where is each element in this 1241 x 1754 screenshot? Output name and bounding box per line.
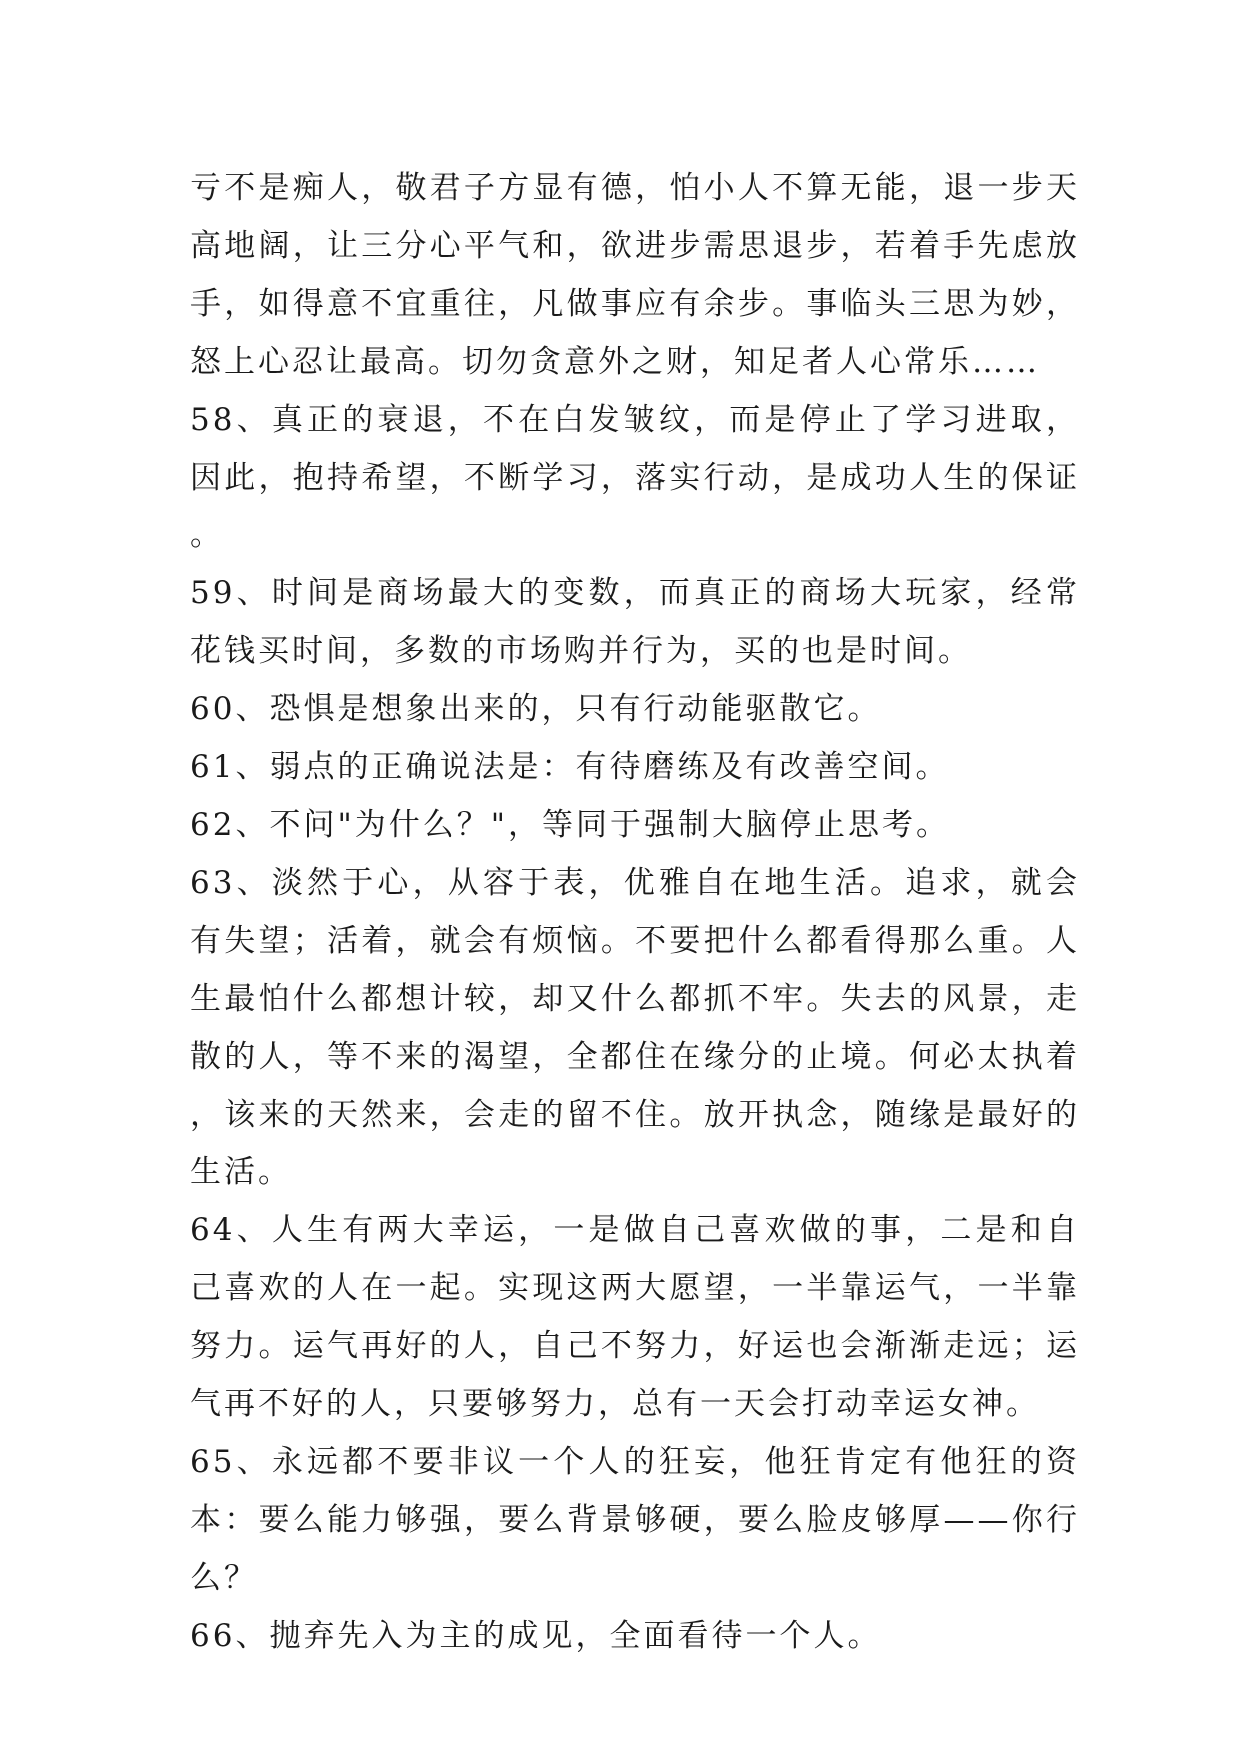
quote-60: 60、恐惧是想象出来的，只有行动能驱散它。 (190, 691, 882, 728)
quote-65: 65、永远都不要非议一个人的狂妄，他狂肯定有他狂的资本：要么能力够强，要么背景够硬，要么脸皮够厚——你行么？ (190, 1443, 1080, 1596)
quote-58: 58、真正的衰退，不在白发皱纹，而是停止了学习进取，因此，抱持希望，不断学习，落实行动，是成功人生的保证。 (190, 401, 1080, 554)
quote-59: 59、时间是商场最大的变数，而真正的商场大玩家，经常花钱买时间，多数的市场购并行为，买的也是时间。 (190, 575, 1080, 670)
quote-64: 64、人生有两大幸运，一是做自己喜欢做的事，二是和自己喜欢的人在一起。实现这两大愿望，一半靠运气，一半靠努力。运气再好的人，自己不努力，好运也会渐渐走远；运气再不好的人，只要够努力，总有一天会打动幸运女神。 (190, 1212, 1080, 1423)
quote-62: 62、不问"为什么？"，等同于强制大脑停止思考。 (190, 806, 950, 843)
quote-66: 66、抛弃先入为主的成见，全面看待一个人。 (190, 1617, 882, 1654)
quote-63: 63、淡然于心，从容于表，优雅自在地生活。追求，就会有失望；活着，就会有烦恼。不要把什么都看得那么重。人生最怕什么都想计较，却又什么都抓不牢。失去的风景，走散的人，等不来的渴望，全都住在缘分的止境。何必太执着，该来的天然来，会走的留不住。放开执念，随缘是最好的生活。 (190, 864, 1080, 1191)
document-body (190, 160, 1080, 1666)
paragraph-continuation: 亏不是痴人，敬君子方显有德，怕小人不算无能，退一步天高地阔，让三分心平气和，欲进步需思退步，若着手先虑放手，如得意不宜重往，凡做事应有余步。事临头三思为妙，怒上心忍让最高。切勿贪意外之财，知足者人心常乐…… (190, 170, 1080, 380)
quote-61: 61、弱点的正确说法是：有待磨练及有改善空间。 (190, 749, 950, 786)
